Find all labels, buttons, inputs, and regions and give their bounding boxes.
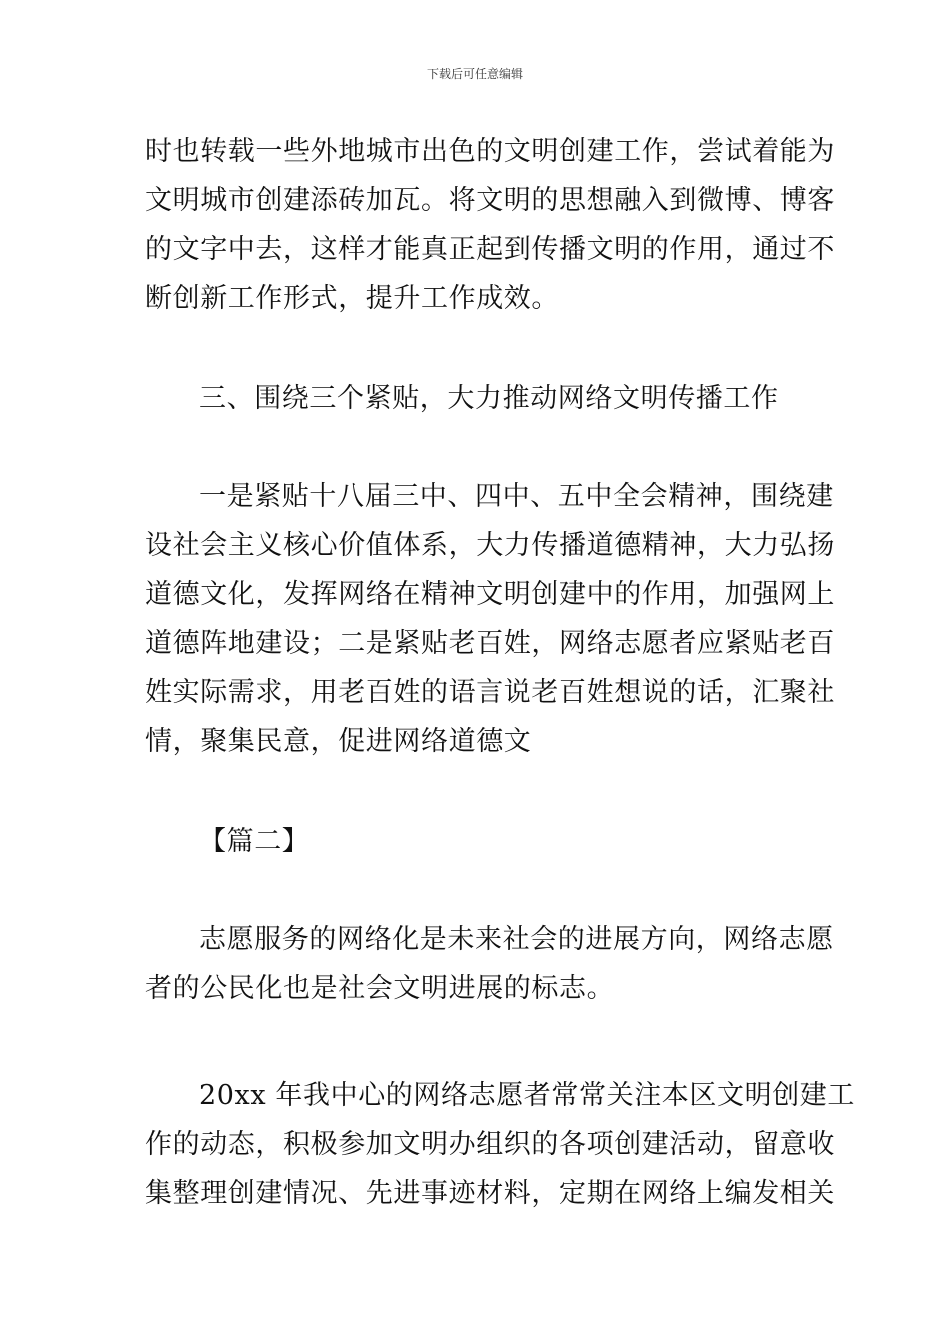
paragraph-line: 者的公民化也是社会文明进展的标志。 <box>145 973 615 1004</box>
paragraph-line: 姓实际需求，用老百姓的语言说老百姓想说的话，汇聚社 <box>145 677 835 708</box>
paragraph-line: 情，聚集民意，促进网络道德文 <box>145 726 532 757</box>
paragraph-4 <box>145 1071 855 1218</box>
paragraph-line: 文明城市创建添砖加瓦。将文明的思想融入到微博、博客 <box>145 185 835 216</box>
section-heading-text: 三、围绕三个紧贴，大力推动网络文明传播工作 <box>199 383 779 414</box>
page-header-note: 下载后可任意编辑 <box>426 67 523 81</box>
section-marker-text: 【篇二】 <box>199 826 310 857</box>
paragraph-line: 道德阵地建设；二是紧贴老百姓，网络志愿者应紧贴老百 <box>145 628 835 659</box>
paragraph-line: 志愿服务的网络化是未来社会的进展方向，网络志愿 <box>199 924 834 955</box>
section-marker <box>145 817 810 866</box>
paragraph-line: 一是紧贴十八届三中、四中、五中全会精神，围绕建 <box>199 481 834 512</box>
paragraph-line: 道德文化，发挥网络在精神文明创建中的作用，加强网上 <box>145 579 835 610</box>
paragraph-line: 断创新工作形式，提升工作成效。 <box>145 283 559 314</box>
paragraph-1 <box>145 127 835 323</box>
paragraph-line: 时也转载一些外地城市出色的文明创建工作，尝试着能为 <box>145 136 835 167</box>
paragraph-line: 作的动态，积极参加文明办组织的各项创建活动，留意收 <box>145 1129 835 1160</box>
paragraph-2 <box>145 472 835 766</box>
section-heading-3 <box>145 374 810 423</box>
paragraph-line: 的文字中去，这样才能真正起到传播文明的作用，通过不 <box>145 234 835 265</box>
paragraph-line: 集整理创建情况、先进事迹材料，定期在网络上编发相关 <box>145 1178 835 1209</box>
paragraph-line: 设社会主义核心价值体系，大力传播道德精神，大力弘扬 <box>145 530 835 561</box>
paragraph-3 <box>145 915 834 1013</box>
paragraph-line: 20xx 年我中心的网络志愿者常常关注本区文明创建工 <box>199 1080 855 1111</box>
